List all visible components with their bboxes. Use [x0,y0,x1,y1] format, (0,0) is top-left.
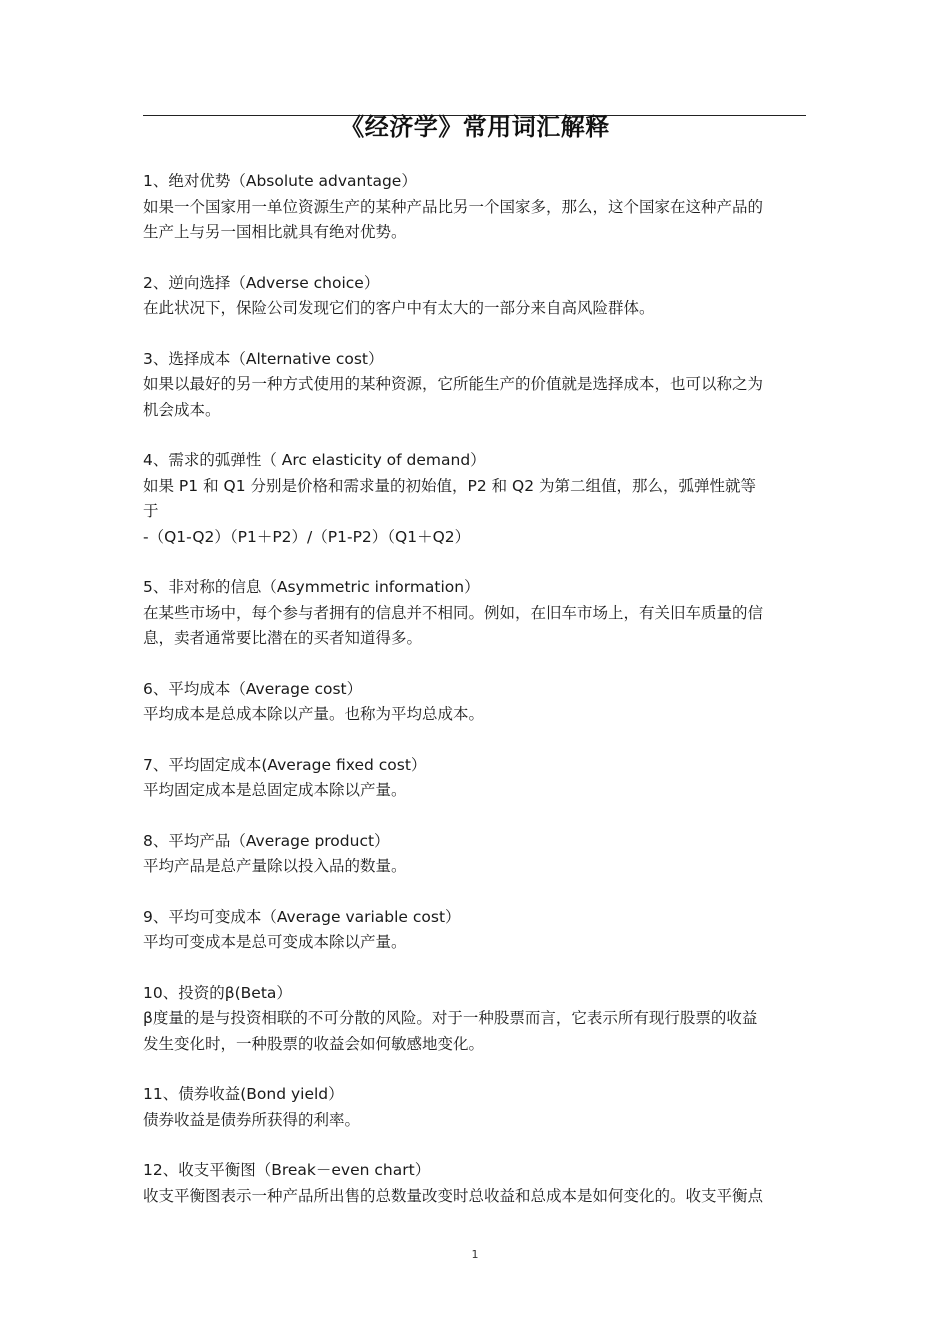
entry-definition-line: -（Q1-Q2）（P1＋P2）/（P1-P2）（Q1＋Q2） [143,527,471,546]
glossary-entry [143,169,807,246]
entry-title: 5、非对称的信息（Asymmetric information） [143,578,480,596]
entry-title: 10、投资的β(Beta） [143,983,292,1002]
entry-definition-line: 在此状况下，保险公司发现它们的客户中有太大的一部分来自高风险群体。 [143,299,655,317]
entry-definition-line: 债券收益是债券所获得的利率。 [143,1110,361,1129]
glossary-entry [143,829,807,880]
entry-definition-line: 平均成本是总成本除以产量。也称为平均总成本。 [143,705,485,723]
entry-title: 1、绝对优势（Absolute advantage） [143,172,417,190]
glossary-entry [143,677,807,728]
entry-definition-line: 平均固定成本是总固定成本除以产量。 [143,781,407,799]
entry-definition-line: 如果一个国家用一单位资源生产的某种产品比另一个国家多，那么，这个国家在这种产品的 [143,197,764,216]
entry-title: 12、收支平衡图（Break－even chart） [143,1161,431,1179]
entry-definition-line: 平均可变成本是总可变成本除以产量。 [143,933,407,951]
glossary-entry [143,575,807,652]
glossary-entry [143,271,807,322]
entry-title: 4、需求的弧弹性（ Arc elasticity of demand） [143,451,486,469]
glossary-entry [143,905,807,956]
entry-definition-line: 平均产品是总产量除以投入品的数量。 [143,857,407,875]
entry-definition-line: 于 [143,502,159,520]
entry-definition-line: 机会成本。 [143,400,221,419]
entry-definition-line: 息，卖者通常要比潜在的买者知道得多。 [143,629,423,647]
glossary-entry [143,347,807,424]
entry-title: 3、选择成本（Alternative cost） [143,349,384,368]
glossary-entry [143,1082,807,1133]
entry-title: 9、平均可变成本（Average variable cost） [143,907,461,926]
entry-title: 7、平均固定成本(Average fixed cost） [143,755,427,774]
entry-definition-line: 发生变化时，一种股票的收益会如何敏感地变化。 [143,1034,485,1053]
glossary-entry [143,448,807,550]
entry-title: 2、逆向选择（Adverse choice） [143,273,380,292]
entry-definition-line: 生产上与另一国相比就具有绝对优势。 [143,223,407,241]
document-body [143,169,807,1234]
glossary-entry [143,753,807,804]
document-title: 《经济学》常用词汇解释 [340,113,610,141]
entry-definition-line: 如果以最好的另一种方式使用的某种资源，它所能生产的价值就是选择成本，也可以称之为 [143,375,764,393]
entry-title: 11、债券收益(Bond yield） [143,1085,344,1103]
glossary-entry [143,981,807,1058]
entry-title: 8、平均产品（Average product） [143,831,390,850]
entry-definition-line: 如果 P1 和 Q1 分别是价格和需求量的初始值，P2 和 Q2 为第二组值，那么，弧弹性就等 [143,476,757,495]
entry-definition-line: 收支平衡图表示一种产品所出售的总数量改变时总收益和总成本是如何变化的。收支平衡点 [143,1186,764,1205]
entry-definition-line: β度量的是与投资相联的不可分散的风险。对于一种股票而言，它表示所有现行股票的收益 [143,1009,758,1027]
glossary-entry [143,1158,807,1209]
page-number: 1 [471,1248,479,1261]
entry-title: 6、平均成本（Average cost） [143,679,363,698]
entry-definition-line: 在某些市场中，每个参与者拥有的信息并不相同。例如，在旧车市场上，有关旧车质量的信 [143,603,764,622]
